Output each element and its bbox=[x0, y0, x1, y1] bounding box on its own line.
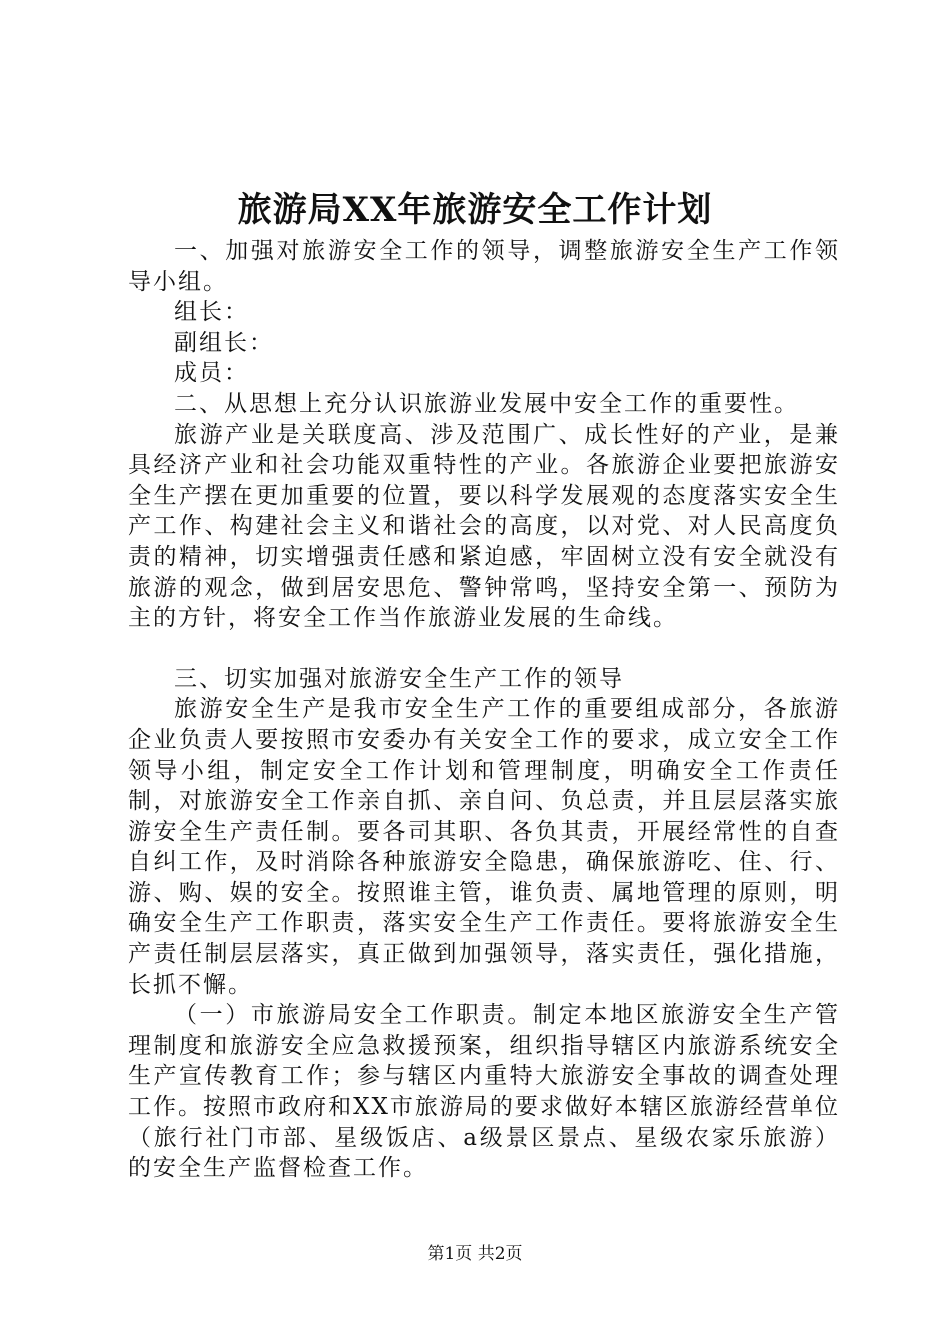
page-footer: 第1页 共2页 bbox=[427, 1244, 523, 1264]
paragraph-section-1: 一、加强对旅游安全工作的领导，调整旅游安全生产工作领导小组。 bbox=[128, 238, 840, 295]
paragraph-group-leader: 组长： bbox=[174, 299, 249, 326]
paragraph-section-2-body: 旅游产业是关联度高、涉及范围广、成长性好的产业，是兼具经济产业和社会功能双重特性的产业。各旅游企业要把旅游安全生产摆在更加重要的位置，要以科学发展观的态度落实安全生产工作、构建社会主义和谐社会的高度，以对党、对人民高度负责的精神，切实增强责任感和紧迫感，牢固树立没有安全就没有旅游的观念，做到居安思危、警钟常鸣，坚持安全第一、预防为主的方针，将安全工作当作旅游业发展的生命线。 bbox=[128, 421, 840, 632]
document-title: 旅游局XX年旅游安全工作计划 bbox=[237, 190, 713, 230]
document-body bbox=[128, 236, 840, 1184]
paragraph-section-3-body: 旅游安全生产是我市安全生产工作的重要组成部分，各旅游企业负责人要按照市安委办有关安全工作的要求，成立安全工作领导小组，制定安全工作计划和管理制度，明确安全工作责任制，对旅游安全工作亲自抓、亲自问、负总责，并且层层落实旅游安全生产责任制。要各司其职、各负其责，开展经常性的自查自纠工作，及时消除各种旅游安全隐患，确保旅游吃、住、行、游、购、娱的安全。按照谁主管，谁负责、属地管理的原则，明确安全生产工作职责，落实安全生产工作责任。要将旅游安全生产责任制层层落实，真正做到加强领导，落实责任，强化措施，长抓不懈。 bbox=[128, 696, 840, 998]
paragraph-section-3: 三、切实加强对旅游安全生产工作的领导 bbox=[174, 665, 624, 692]
paragraph-deputy-leader: 副组长： bbox=[174, 329, 274, 356]
paragraph-subsection-1: （一）市旅游局安全工作职责。制定本地区旅游安全生产管理制度和旅游安全应急救援预案，组织指导辖区内旅游系统安全生产宣传教育工作；参与辖区内重特大旅游安全事故的调查处理工作。按照市政府和XX市旅游局的要求做好本辖区旅游经营单位（旅行社门市部、星级饭店、a级景区景点、星级农家乐旅游）的安全生产监督检查工作。 bbox=[128, 1002, 840, 1182]
paragraph-members: 成员： bbox=[174, 360, 249, 387]
paragraph-section-2: 二、从思想上充分认识旅游业发展中安全工作的重要性。 bbox=[174, 390, 799, 417]
